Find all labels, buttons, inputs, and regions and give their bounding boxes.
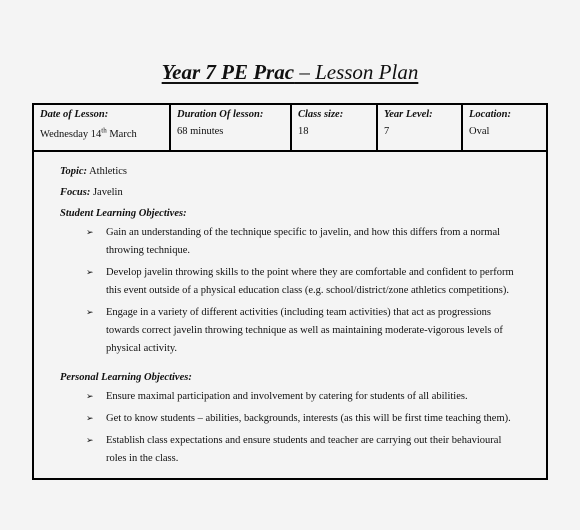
arrow-bullet-icon: ➢ — [86, 414, 94, 424]
year-level-label: Year Level: — [384, 109, 433, 120]
topic-line: Topic: Athletics — [60, 166, 127, 177]
year-level-value: 7 — [384, 126, 390, 137]
list-item: ➢ Establish class expectations and ensure students and teacher are carrying out their behavioural roles in the class. — [84, 432, 522, 468]
arrow-bullet-icon: ➢ — [86, 268, 94, 278]
list-item: ➢ Ensure maximal participation and involvement by catering for students of all abilities. — [84, 388, 522, 406]
arrow-bullet-icon: ➢ — [86, 228, 94, 238]
header-row — [34, 105, 546, 152]
location-label: Location: — [469, 109, 511, 120]
student-objectives-list — [60, 224, 522, 358]
year-level-cell — [378, 105, 463, 150]
duration-cell — [171, 105, 292, 150]
duration-label: Duration Of lesson: — [177, 109, 264, 120]
location-cell — [463, 105, 546, 150]
personal-objectives-list — [60, 388, 522, 468]
arrow-bullet-icon: ➢ — [86, 436, 94, 446]
list-item: ➢ Gain an understanding of the technique specific to javelin, and how this differs from a normal throwing technique. — [84, 224, 522, 260]
class-size-value: 18 — [298, 126, 309, 137]
class-size-cell — [292, 105, 378, 150]
page-title: Year 7 PE Prac – Lesson Plan — [161, 60, 419, 84]
duration-value: 68 minutes — [177, 126, 224, 137]
lesson-plan-table — [32, 103, 548, 480]
class-size-label: Class size: — [298, 109, 344, 120]
list-item: ➢ Get to know students – abilities, backgrounds, interests (as this will be first time teaching them). — [84, 410, 522, 428]
date-label: Date of Lesson: — [40, 109, 109, 120]
focus-line: Focus: Javelin — [60, 187, 123, 198]
date-value: Wednesday 14th March — [40, 126, 137, 140]
list-item: ➢ Engage in a variety of different activities (including team activities) that act as progressions towards correct javelin throwing technique as well as maintaining moderate-vigorous levels of physical activity. — [84, 304, 522, 358]
location-value: Oval — [469, 126, 490, 137]
date-cell — [34, 105, 171, 150]
arrow-bullet-icon: ➢ — [86, 308, 94, 318]
student-objectives-heading: Student Learning Objectives: — [60, 208, 187, 219]
arrow-bullet-icon: ➢ — [86, 392, 94, 402]
personal-objectives-heading: Personal Learning Objectives: — [60, 372, 192, 383]
list-item: ➢ Develop javelin throwing skills to the point where they are comfortable and confident to perform this event outside of a physical education class (e.g. school/district/zone athletics competitions). — [84, 264, 522, 300]
lesson-details — [34, 152, 546, 468]
